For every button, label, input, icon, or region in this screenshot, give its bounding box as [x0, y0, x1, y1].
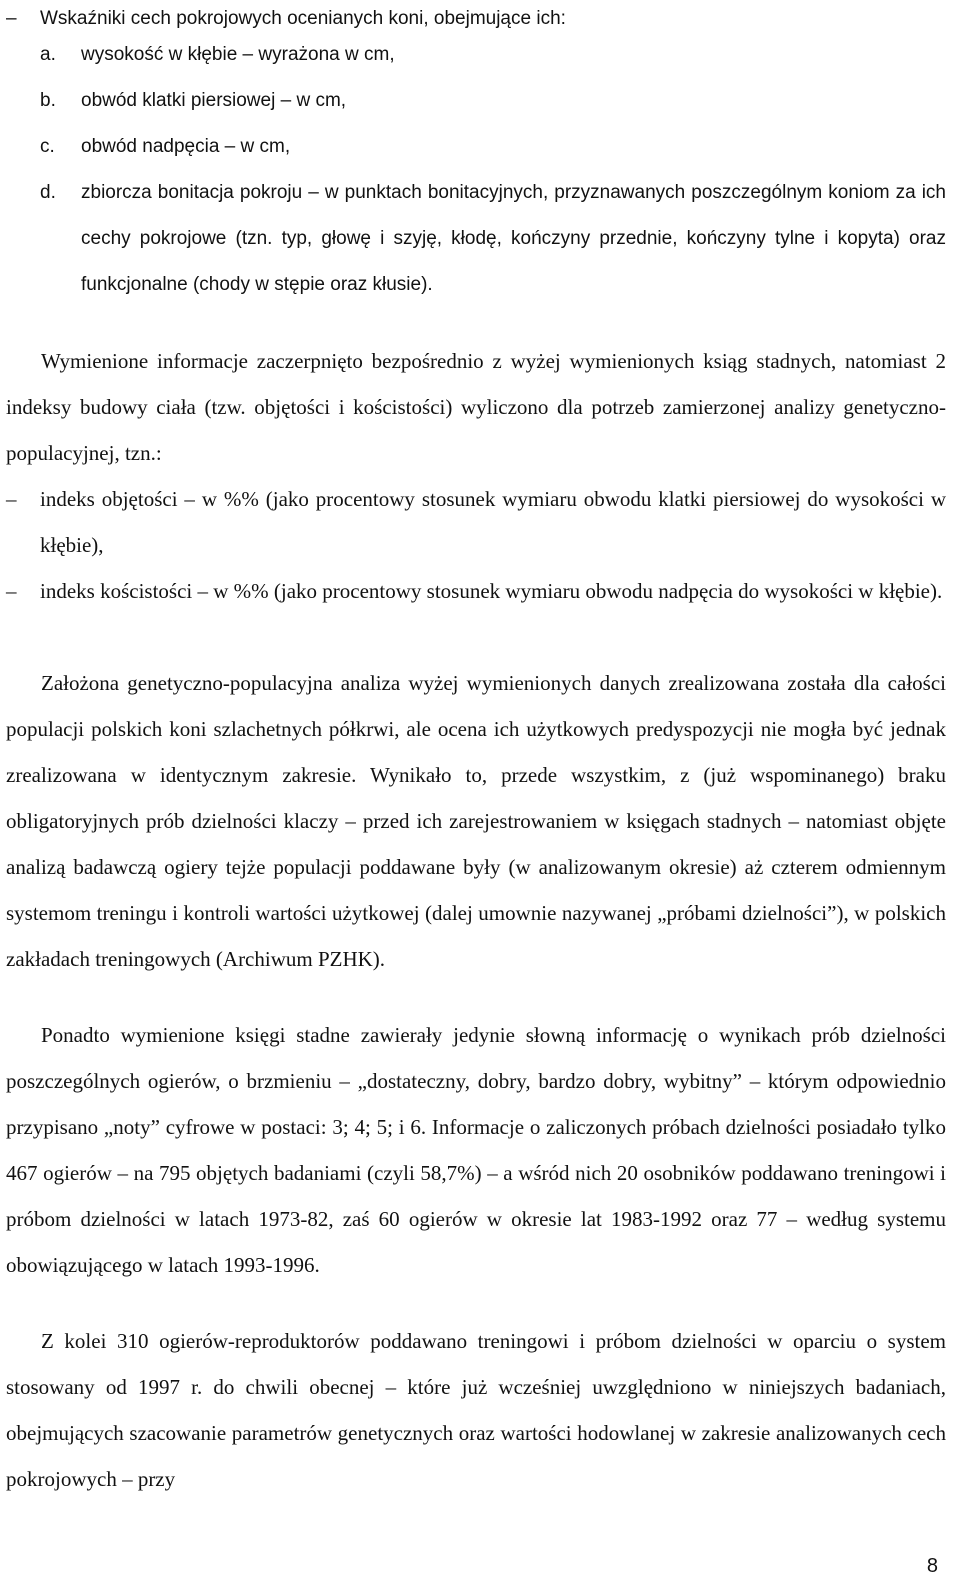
paragraph-books: Ponadto wymienione księgi stadne zawierały jedynie słowną informację o wynikach prób dzielności poszczególnych ogierów, o brzmieniu – „dostateczny, dobry, bardzo dobry, wybitny” – którym odpowiednio przypisano „noty” cyfrowe w postaci: 3; 4; 5; i 6. Informacje o zaliczonych próbach dzielności posiadało tylko 467 ogierów – na 795 objętych badaniami (czyli 58,7%) – a wśród nich 20 osobników poddawano treningowi i próbom dzielności w latach 1973-82, zaś 60 ogierów w okresie lat 1983-1992 oraz 77 – według systemu obowiązującego w latach 1993-1996. — [6, 1023, 946, 1277]
index-item-volume — [6, 476, 946, 568]
sub-item-text: obwód nadpęcia – w cm, — [81, 136, 291, 157]
paragraph-analysis: Założona genetyczno-populacyjna analiza wyżej wymienionych danych zrealizowana została dla całości populacji polskich koni szlachetnych półkrwi, ale ocena ich użytkowych predyspozycji nie mogła być jednak zrealizowana w identycznym zakresie. Wynikało to, przede wszystkim, z (już wspominanego) braku obligatoryjnych prób dzielności klaczy – przed ich zarejestrowaniem w księgach stadnych – natomiast objęte analizą badawczą ogiery tejże populacji poddawane były (w analizowanym okresie) aż czterem odmiennym systemom treningu i kontroli wartości użytkowej (dalej umownie nazywanej „próbami dzielności”), w polskich zakładach treningowych (Archiwum PZHK). — [6, 671, 946, 971]
index-item-text: indeks objętości – w %% (jako procentowy stosunek wymiaru obwodu klatki piersiowej do wysokości w kłębie), — [40, 487, 946, 557]
intro-text: Wskaźniki cech pokrojowych ocenianych koni, obejmujące ich: — [40, 8, 566, 29]
sub-item-d — [40, 170, 946, 308]
list-marker: b. — [40, 90, 56, 111]
dash-bullet: – — [6, 579, 17, 603]
dash-bullet: – — [6, 487, 17, 511]
index-item-boniness — [6, 568, 946, 614]
list-marker: c. — [40, 136, 55, 157]
sub-item-c — [40, 124, 946, 170]
sub-item-b — [40, 78, 946, 124]
dash-bullet: – — [6, 8, 17, 29]
index-item-text: indeks kościstości – w %% (jako procentowy stosunek wymiaru obwodu nadpęcia do wysokości w kłębie). — [40, 579, 943, 603]
sub-item-text: wysokość w kłębie – wyrażona w cm, — [81, 44, 395, 65]
paragraph-stallions: Z kolei 310 ogierów-reproduktorów poddawano treningowi i próbom dzielności w oparciu o system stosowany od 1997 r. do chwili obecnej – które już wcześniej uwzględniono w niniejszych badaniach, obejmujących szacowanie parametrów genetycznych oraz wartości hodowlanej w zakresie analizowanych cech pokrojowych – przy — [6, 1329, 946, 1491]
list-marker: d. — [40, 182, 56, 203]
page-number: 8 — [926, 1555, 938, 1577]
sub-item-text: zbiorcza bonitacja pokroju – w punktach bonitacyjnych, przyznawanych poszczególnym koniom za ich cechy pokrojowe (tzn. typ, głowę i szyję, kłodę, kończyny przednie, kończyny tylne i kopyta) oraz funkcjonalne (chody w stępie oraz kłusie). — [81, 182, 946, 295]
paragraph-info: Wymienione informacje zaczerpnięto bezpośrednio z wyżej wymienionych ksiąg stadnych, natomiast 2 indeksy budowy ciała (tzw. objętości i kościstości) wyliczono dla potrzeb zamierzonej analizy genetyczno-populacyjnej, tzn.: — [6, 349, 946, 465]
list-marker: a. — [40, 44, 56, 65]
sub-item-a — [40, 32, 946, 78]
sub-item-text: obwód klatki piersiowej – w cm, — [81, 90, 347, 111]
